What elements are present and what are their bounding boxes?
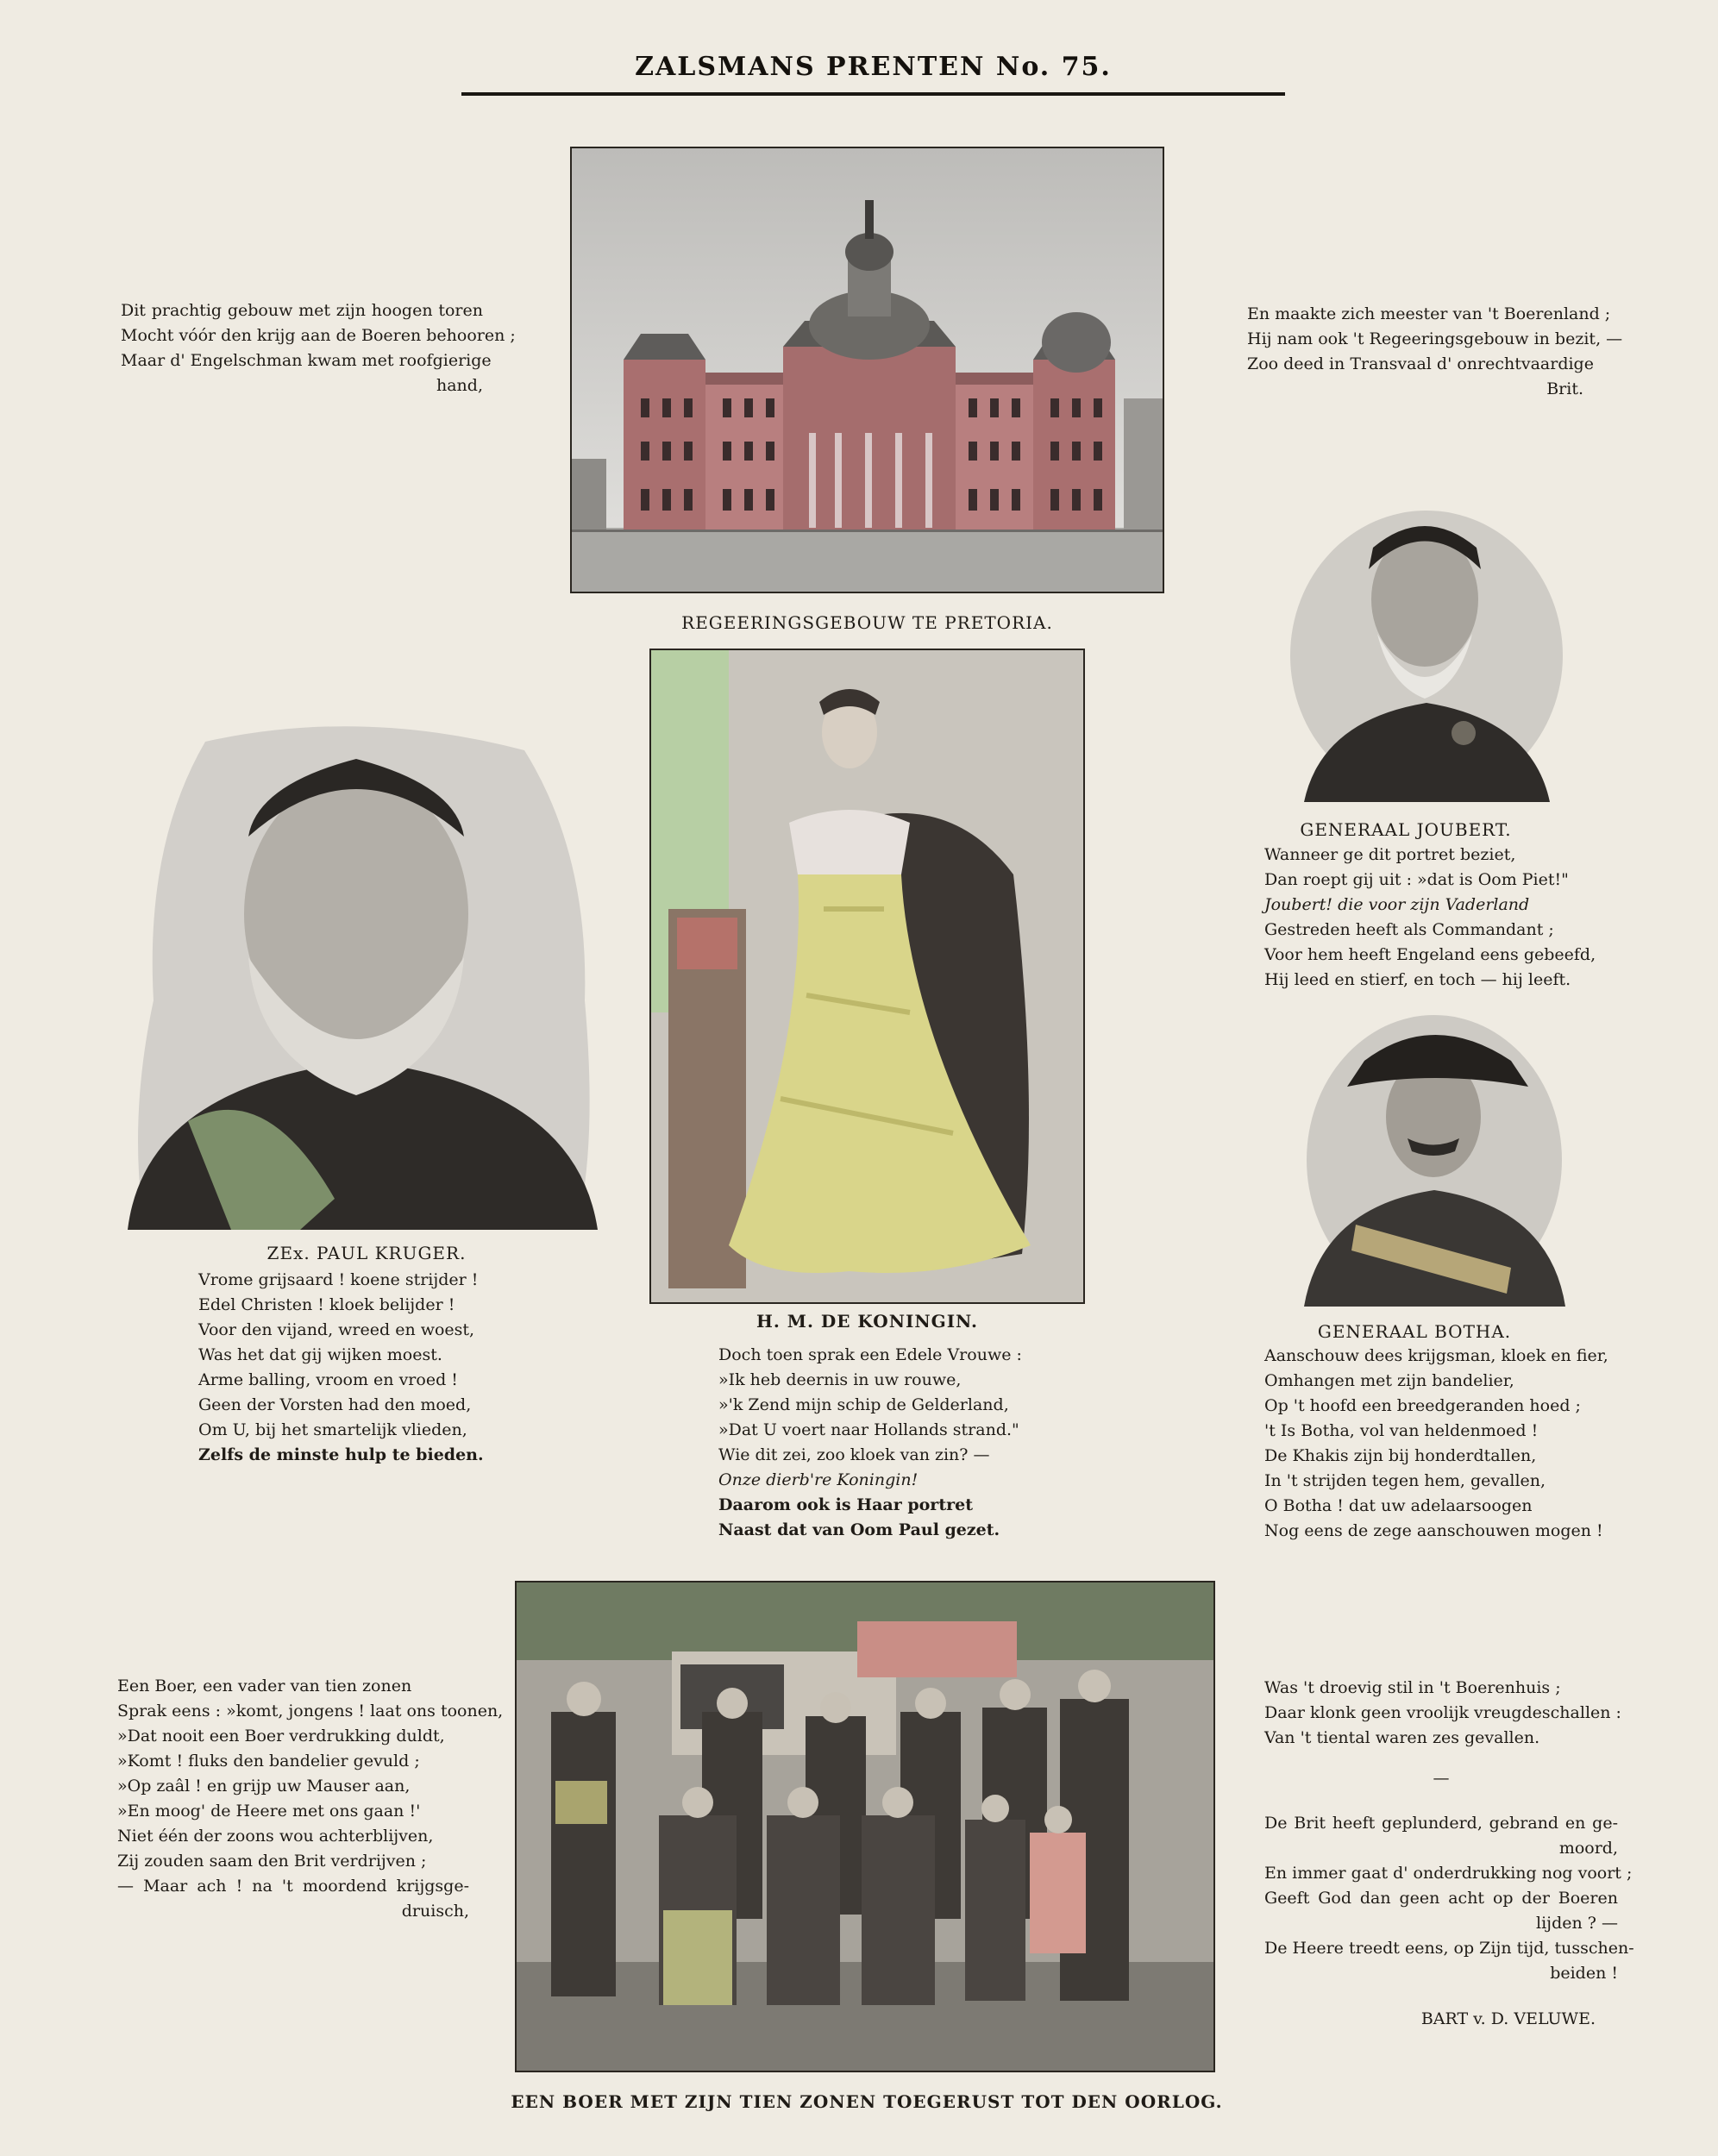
verse-line: Was het dat gij wijken moest.	[198, 1345, 442, 1364]
verse-line: De Khakis zijn bij honderdtallen,	[1264, 1446, 1537, 1465]
verse-line: — Maar ach ! na 't moordend krijgsge-	[117, 1877, 469, 1896]
botha-caption: GENERAAL BOTHA.	[1317, 1321, 1512, 1342]
government-building-image	[570, 147, 1164, 593]
verse-line: Dan roept gij uit : »dat is Oom Piet!"	[1264, 870, 1569, 889]
verse-line: beiden !	[1550, 1964, 1618, 1983]
building-caption: REGEERINGSGEBOUW TE PRETORIA.	[681, 612, 1053, 633]
verse-line: Maar d' Engelschman kwam met roofgierige	[121, 351, 492, 370]
botha-portrait	[1304, 1009, 1565, 1307]
verse-line: En immer gaat d' onderdrukking nog voort ;	[1264, 1864, 1633, 1883]
verse-line: Was 't droevig stil in 't Boerenhuis ;	[1264, 1678, 1561, 1697]
verse-line: Daar klonk geen vroolijk vreugdeschallen :	[1264, 1703, 1621, 1722]
verse-line: Voor hem heeft Engeland eens gebeefd,	[1264, 945, 1596, 964]
verse-line: Zelfs de minste hulp te bieden.	[198, 1445, 484, 1464]
verse-line: Van 't tiental waren zes gevallen.	[1264, 1728, 1540, 1747]
verse-line: En maakte zich meester van 't Boerenland ;	[1247, 304, 1611, 323]
verse-line: Joubert! die voor zijn Vaderland	[1264, 895, 1530, 914]
boer-family-image	[515, 1581, 1215, 2072]
verse-line: Onze dierb're Koningin!	[718, 1470, 919, 1489]
family-caption: EEN BOER MET ZIJN TIEN ZONEN TOEGERUST TOT DEN OORLOG.	[511, 2091, 1223, 2112]
top-left-verse	[121, 298, 516, 398]
joubert-portrait	[1287, 505, 1567, 802]
joubert-verse	[1264, 843, 1596, 993]
verse-line: Omhangen met zijn bandelier,	[1264, 1371, 1514, 1390]
joubert-caption: GENERAAL JOUBERT.	[1300, 819, 1512, 840]
verse-line: Brit.	[1546, 379, 1583, 398]
kruger-portrait	[128, 716, 598, 1230]
verse-line: De Heere treedt eens, op Zijn tijd, tusschen-	[1264, 1939, 1634, 1958]
bottom-left-verse	[117, 1674, 504, 1924]
title-rule	[461, 92, 1285, 96]
verse-line: Niet één der zoons wou achterblijven,	[117, 1827, 434, 1846]
queen-caption: H. M. DE KONINGIN.	[756, 1311, 979, 1332]
verse-line: »Dat nooit een Boer verdrukking duldt,	[117, 1727, 445, 1745]
verse-line: Geeft God dan geen acht op der Boeren	[1264, 1889, 1618, 1908]
verse-line: druisch,	[401, 1902, 469, 1921]
verse-line: Voor den vijand, wreed en woest,	[198, 1320, 475, 1339]
verse-line: »Dat U voert naar Hollands strand."	[718, 1420, 1019, 1439]
kruger-verse	[198, 1268, 484, 1468]
verse-line: lijden ? —	[1536, 1914, 1618, 1933]
verse-line: hand,	[436, 376, 483, 395]
queen-portrait	[649, 649, 1085, 1304]
verse-line: Doch toen sprak een Edele Vrouwe :	[718, 1345, 1022, 1364]
verse-line: Daarom ook is Haar portret	[718, 1495, 973, 1514]
verse-line: moord,	[1558, 1839, 1618, 1858]
verse-line: Om U, bij het smartelijk vlieden,	[198, 1420, 467, 1439]
top-right-verse	[1247, 302, 1623, 402]
verse-line: In 't strijden tegen hem, gevallen,	[1264, 1471, 1546, 1490]
verse-line: Hij leed en stierf, en toch — hij leeft.	[1264, 970, 1571, 989]
verse-line: Aanschouw dees krijgsman, kloek en fier,	[1264, 1346, 1608, 1365]
verse-line: De Brit heeft geplunderd, gebrand en ge-	[1264, 1814, 1618, 1833]
verse-line: Een Boer, een vader van tien zonen	[117, 1677, 412, 1695]
verse-line: »En moog' de Heere met ons gaan !'	[117, 1802, 421, 1821]
verse-line: Gestreden heeft als Commandant ;	[1264, 920, 1554, 939]
verse-line: »Ik heb deernis in uw rouwe,	[718, 1370, 962, 1389]
verse-line: Arme balling, vroom en vroed !	[198, 1370, 458, 1389]
verse-line: Geen der Vorsten had den moed,	[198, 1395, 472, 1414]
verse-line: Edel Christen ! kloek belijder !	[198, 1295, 455, 1314]
verse-line: »Op zaâl ! en grijp uw Mauser aan,	[117, 1777, 411, 1796]
verse-line: Mocht vóór den krijg aan de Boeren behooren ;	[121, 326, 516, 345]
verse-line: Wanneer ge dit portret beziet,	[1264, 845, 1516, 864]
building-illustration	[572, 148, 1163, 592]
bottom-right-verse-2	[1264, 1811, 1634, 1986]
verse-separator: —	[1433, 1769, 1450, 1788]
verse-line: Zij zouden saam den Brit verdrijven ;	[117, 1852, 427, 1871]
verse-line: »'k Zend mijn schip de Gelderland,	[718, 1395, 1009, 1414]
author-signature: BART v. D. VELUWE.	[1420, 2009, 1596, 2028]
verse-line: Nog eens de zege aanschouwen mogen !	[1264, 1521, 1603, 1540]
verse-line: Sprak eens : »komt, jongens ! laat ons toonen,	[117, 1702, 504, 1720]
verse-line: Naast dat van Oom Paul gezet.	[718, 1520, 1000, 1539]
verse-line: »Komt ! fluks den bandelier gevuld ;	[117, 1752, 420, 1771]
verse-line: Vrome grijsaard ! koene strijder !	[198, 1270, 479, 1289]
page-title: ZALSMANS PRENTEN No. 75.	[635, 52, 1112, 82]
queen-verse	[718, 1343, 1046, 1543]
kruger-caption: ZEx. PAUL KRUGER.	[266, 1243, 467, 1263]
verse-line: Hij nam ook 't Regeeringsgebouw in bezit, —	[1247, 329, 1623, 348]
botha-verse	[1264, 1344, 1609, 1544]
verse-line: Dit prachtig gebouw met zijn hoogen toren	[121, 301, 483, 320]
verse-line: 't Is Botha, vol van heldenmoed !	[1264, 1421, 1539, 1440]
verse-line: Op 't hoofd een breedgeranden hoed ;	[1264, 1396, 1581, 1415]
verse-line: O Botha ! dat uw adelaarsoogen	[1264, 1496, 1533, 1515]
verse-line: Zoo deed in Transvaal d' onrechtvaardige	[1247, 354, 1594, 373]
bottom-right-verse	[1264, 1676, 1621, 1751]
verse-line: Wie dit zei, zoo kloek van zin? —	[718, 1445, 990, 1464]
